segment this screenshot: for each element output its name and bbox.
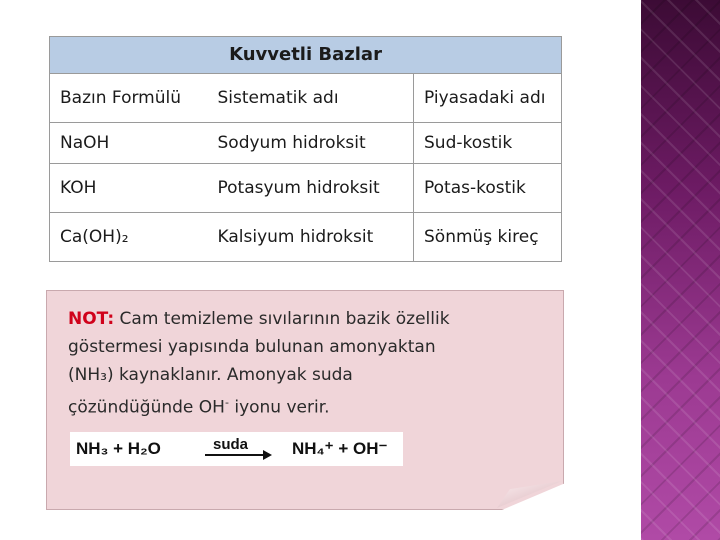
reaction-arrow-icon	[203, 449, 273, 461]
equation-products: NH₄⁺ + OH⁻	[292, 439, 388, 458]
bases-table	[49, 36, 562, 262]
note-text	[68, 305, 538, 422]
cell-systematic-name: Potasyum hidroksit	[208, 164, 414, 213]
note-line-4a: çözündüğünde OH	[68, 397, 225, 418]
reaction-equation	[70, 432, 403, 466]
table-title: Kuvvetli Bazlar	[50, 37, 562, 74]
table-row	[50, 213, 562, 262]
cell-formula: KOH	[50, 164, 208, 213]
cell-market-name: Sud-kostik	[414, 123, 562, 164]
table-row	[50, 164, 562, 213]
hydroxide-charge: -	[224, 396, 229, 409]
header-market-name: Piyasadaki adı	[414, 74, 562, 123]
cell-formula: NaOH	[50, 123, 208, 164]
equation-reactants: NH₃ + H₂O	[76, 439, 161, 458]
note-line-4b: iyonu verir.	[228, 397, 330, 418]
note-line-2: göstermesi yapısında bulunan amonyaktan	[68, 337, 436, 357]
table-title-row	[50, 37, 562, 74]
header-systematic-name: Sistematik adı	[208, 74, 414, 123]
cell-systematic-name: Sodyum hidroksit	[208, 123, 414, 164]
cell-market-name: Sönmüş kireç	[414, 213, 562, 262]
note-line-3: (NH₃) kaynaklanır. Amonyak suda	[68, 365, 353, 385]
table-header-row	[50, 74, 562, 123]
table-row	[50, 123, 562, 164]
decorative-side-band	[641, 0, 720, 540]
note-label: NOT:	[68, 309, 115, 329]
cell-formula: Ca(OH)₂	[50, 213, 208, 262]
cell-market-name: Potas-kostik	[414, 164, 562, 213]
strong-bases-table	[49, 36, 561, 258]
header-formula: Bazın Formülü	[50, 74, 208, 123]
cell-systematic-name: Kalsiyum hidroksit	[208, 213, 414, 262]
note-line-1: Cam temizleme sıvılarının bazik özellik	[114, 309, 450, 329]
equation-arrow-label: suda	[213, 436, 249, 453]
